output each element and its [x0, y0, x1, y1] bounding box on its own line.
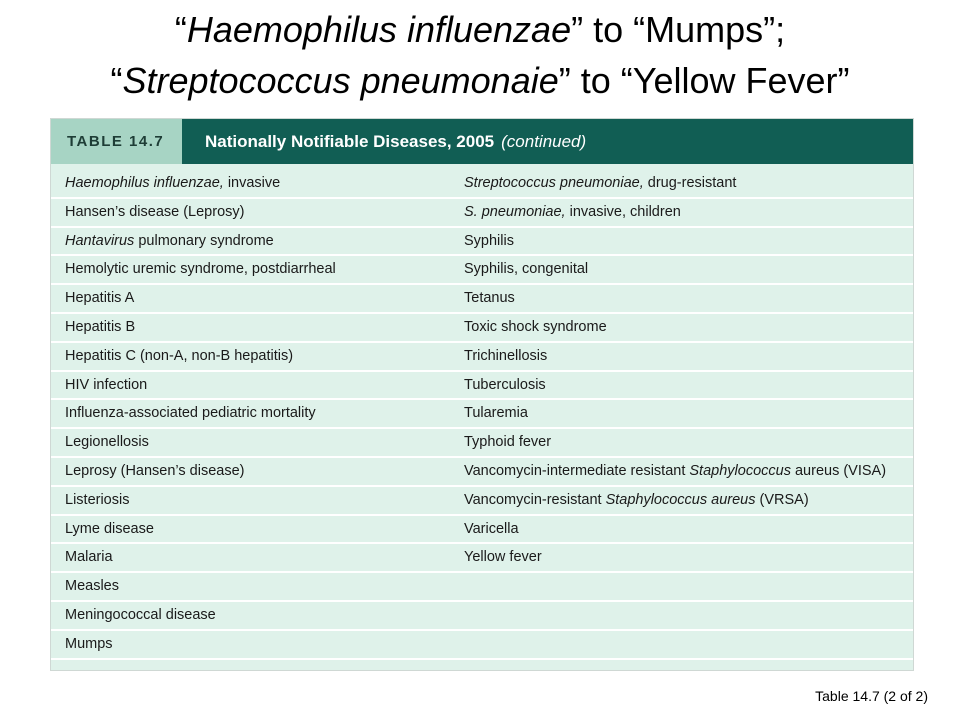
disease-cell-right	[464, 372, 546, 399]
disease-cell-right	[464, 228, 514, 255]
table-row	[51, 602, 913, 631]
disease-cell-left	[65, 256, 336, 283]
cell-text: Staphylococcus aureus	[605, 491, 756, 508]
cell-text: drug-resistant	[643, 175, 737, 191]
cell-text: Meningococcal disease	[65, 606, 216, 623]
table-row	[51, 429, 913, 458]
cell-text: Staphylococcus	[689, 462, 791, 479]
slide-title	[0, 4, 960, 106]
table-title-note: (continued)	[501, 131, 587, 151]
table-header	[51, 119, 913, 164]
cell-text: Leprosy (Hansen’s disease)	[65, 462, 245, 479]
table-body	[51, 170, 913, 660]
cell-text: Hepatitis C (non-A, non-B hepatitis)	[65, 347, 294, 364]
cell-text: Vancomycin-intermediate resistant	[464, 462, 690, 479]
cell-text: Tetanus	[464, 290, 515, 307]
disease-cell-left	[65, 602, 216, 629]
disease-cell-right	[464, 544, 542, 571]
disease-cell-left	[65, 400, 316, 427]
table-title-text: Nationally Notifiable Diseases, 2005	[205, 131, 495, 151]
disease-cell-left	[65, 573, 119, 600]
table-row	[51, 372, 913, 401]
cell-text: Malaria	[65, 549, 113, 566]
cell-text: (VRSA)	[755, 491, 809, 508]
disease-cell-right	[464, 170, 736, 197]
disease-cell-left	[65, 544, 113, 571]
title-run: “	[174, 9, 187, 50]
disease-cell-left	[65, 631, 113, 658]
table-row	[51, 487, 913, 516]
title-run: ” to “Yellow Fever”	[558, 60, 850, 101]
table-row	[51, 631, 913, 660]
disease-cell-right	[464, 199, 681, 226]
cell-text: Hepatitis A	[65, 290, 135, 307]
title-run: Haemophilus influenzae	[186, 9, 572, 50]
cell-text: Syphilis, congenital	[464, 261, 589, 278]
cell-text: Listeriosis	[65, 491, 130, 508]
table-number-tag: TABLE 14.7	[51, 119, 182, 164]
disease-cell-left	[65, 343, 293, 370]
cell-text: Hepatitis B	[65, 318, 136, 335]
table-row	[51, 256, 913, 285]
table-row	[51, 199, 913, 228]
disease-cell-left	[65, 429, 149, 456]
cell-text: pulmonary syndrome	[134, 232, 274, 249]
cell-text: Syphilis	[464, 232, 514, 249]
disease-cell-left	[65, 516, 154, 543]
disease-cell-right	[464, 256, 588, 283]
notifiable-diseases-table	[50, 118, 914, 671]
cell-text: Influenza-associated pediatric mortality	[65, 405, 316, 422]
cell-text: Trichinellosis	[464, 347, 548, 364]
slide-title-line-1	[0, 4, 960, 55]
table-row	[51, 170, 913, 199]
cell-text: Typhoid fever	[464, 434, 552, 451]
cell-text: Vancomycin-resistant	[464, 491, 606, 508]
table-row	[51, 516, 913, 545]
cell-text: Varicella	[464, 520, 519, 537]
disease-cell-left	[65, 372, 147, 399]
disease-cell-right	[464, 429, 551, 456]
cell-text: Hansen’s disease (Leprosy)	[65, 203, 245, 220]
disease-cell-left	[65, 487, 129, 514]
disease-cell-left	[65, 458, 244, 485]
table-row	[51, 458, 913, 487]
table-row	[51, 544, 913, 573]
table-caption: Table 14.7 (2 of 2)	[815, 688, 928, 704]
cell-text: Mumps	[65, 635, 113, 652]
cell-text: Hantavirus	[65, 232, 135, 249]
cell-text: invasive, children	[565, 203, 681, 220]
cell-text: Toxic shock syndrome	[464, 318, 607, 335]
disease-cell-right	[464, 516, 519, 543]
cell-text: Lyme disease	[65, 520, 154, 537]
table-row	[51, 285, 913, 314]
cell-text: aureus (VISA)	[790, 462, 887, 479]
disease-cell-left	[65, 285, 134, 312]
cell-text: Measles	[65, 578, 119, 595]
disease-cell-right	[464, 458, 886, 485]
cell-text: HIV infection	[65, 376, 148, 393]
table-row	[51, 343, 913, 372]
cell-text: Hemolytic uremic syndrome, postdiarrheal	[65, 261, 336, 278]
cell-text: Tularemia	[464, 405, 528, 422]
disease-cell-right	[464, 285, 515, 312]
disease-cell-right	[464, 343, 547, 370]
table-title	[182, 119, 913, 164]
slide-title-line-2	[0, 55, 960, 106]
title-run: “	[110, 60, 123, 101]
table-row	[51, 314, 913, 343]
disease-cell-left	[65, 170, 280, 197]
cell-text: Legionellosis	[65, 434, 149, 451]
disease-cell-right	[464, 487, 809, 514]
disease-cell-right	[464, 400, 528, 427]
disease-cell-right	[464, 314, 607, 341]
cell-text: Streptococcus pneumoniae,	[464, 175, 644, 191]
disease-cell-left	[65, 199, 244, 226]
cell-text: Yellow fever	[464, 549, 542, 566]
title-run: Streptococcus pneumonaie	[122, 60, 559, 101]
cell-text: Tuberculosis	[464, 376, 546, 393]
cell-text: invasive	[223, 175, 281, 191]
disease-cell-left	[65, 314, 135, 341]
title-run: ” to “Mumps”;	[571, 9, 786, 50]
disease-cell-left	[65, 228, 274, 255]
cell-text: S. pneumoniae,	[464, 203, 566, 220]
table-row	[51, 573, 913, 602]
table-row	[51, 228, 913, 257]
table-row	[51, 400, 913, 429]
cell-text: Haemophilus influenzae,	[65, 175, 224, 191]
